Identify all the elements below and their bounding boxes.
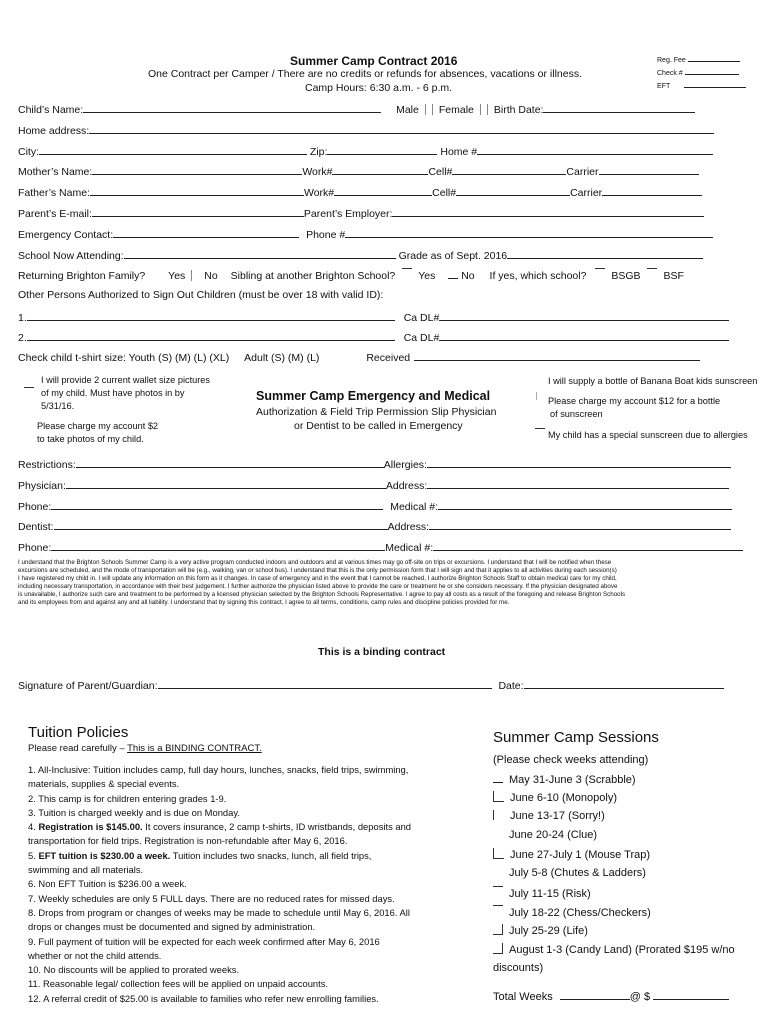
- dentist-label: Dentist:: [18, 521, 54, 533]
- week-checkbox[interactable]: [493, 924, 503, 935]
- city-row: [18, 144, 713, 158]
- physician-phone-label: Phone:: [18, 501, 52, 513]
- mother-cell-field[interactable]: [452, 164, 566, 175]
- week-checkbox[interactable]: [493, 772, 503, 783]
- session-week[interactable]: [493, 867, 646, 879]
- photos-line-3: 5/31/16.: [41, 401, 75, 411]
- signature-date-field[interactable]: [524, 678, 724, 689]
- week-checkbox[interactable]: [493, 905, 503, 916]
- policy-text: It covers insurance, 2 camp t-shirts, ID wristbands, deposits and: [142, 821, 411, 833]
- policy-line: whether or not the child attends.: [28, 949, 162, 961]
- returning-label: Returning Brighton Family?: [18, 270, 146, 282]
- birth-date-label: Birth Date:: [493, 104, 544, 116]
- school-attending-label: School Now Attending:: [18, 250, 124, 262]
- home-phone-label: Home #: [440, 146, 478, 158]
- week-checkbox[interactable]: [493, 867, 503, 877]
- medical-num-field[interactable]: [438, 499, 732, 510]
- week-label: June 27-July 1 (Mouse Trap): [510, 849, 651, 861]
- grade-label: Grade as of Sept. 2016: [398, 250, 508, 262]
- photos-line-2: of my child. Must have photos in by: [41, 388, 185, 398]
- father-work-label: Work#: [303, 187, 335, 199]
- legal-line: I understand that the Brighton Schools Summer Camp is a very active program conducted indoors and outdoors and at various times may go off-site on trips or excursions. I understand that I will be notified when these: [18, 559, 612, 566]
- policy-text: Tuition includes two snacks, lunch, all field trips,: [170, 849, 372, 861]
- week-label: August 1-3 (Candy Land) (Prorated $195 w/no: [509, 944, 735, 956]
- received-field[interactable]: [414, 350, 700, 361]
- camp-hours: Camp Hours: 6:30 a.m. - 6 p.m.: [305, 82, 453, 94]
- child-name-row: [18, 102, 695, 116]
- person-2-dl-label: Ca DL#: [403, 332, 440, 344]
- policy-number: 4.: [28, 821, 39, 833]
- school-row: [18, 248, 703, 262]
- person-1-field[interactable]: [27, 310, 395, 321]
- policy-line: 11. Reasonable legal/ collection fees will be applied on unpaid accounts.: [28, 978, 329, 990]
- birth-separator: [487, 104, 488, 115]
- emergency-contact-label: Emergency Contact:: [18, 229, 114, 241]
- sessions-discounts: discounts): [493, 962, 544, 974]
- female-checkbox[interactable]: [480, 104, 481, 115]
- bsgb-label: BSGB: [611, 270, 641, 282]
- session-week[interactable]: [493, 791, 617, 804]
- male-label: Male: [396, 104, 419, 116]
- tuition-note-prefix: Please read carefully –: [28, 743, 128, 754]
- parent-employer-label: Parent’s Employer:: [303, 208, 393, 220]
- week-checkbox[interactable]: [493, 791, 504, 802]
- sunscreen-special-checkbox[interactable]: [535, 428, 545, 437]
- father-cell-field[interactable]: [456, 185, 570, 196]
- sunscreen-charge-checkbox[interactable]: [536, 392, 545, 400]
- allergies-field[interactable]: [427, 457, 731, 468]
- policy-line: 10. No discounts will be applied to prorated weeks.: [28, 964, 240, 976]
- person-1-dl-label: Ca DL#: [403, 312, 440, 324]
- authorized-heading: Other Persons Authorized to Sign Out Children (must be over 18 with valid ID):: [18, 289, 384, 301]
- city-field[interactable]: [39, 144, 307, 155]
- sessions-note: (Please check weeks attending): [493, 754, 649, 766]
- total-weeks-row: [493, 989, 729, 1003]
- week-checkbox[interactable]: [493, 829, 503, 839]
- which-school-label: If yes, which school?: [489, 270, 587, 282]
- policy-line: 9. Full payment of tuition will be expected for each week confirmed after May 6, 2016: [28, 935, 380, 947]
- father-cell-label: Cell#: [432, 187, 457, 199]
- mother-name-label: Mother’s Name:: [18, 166, 93, 178]
- policy-line: 7. Weekly schedules are only 5 FULL days. There are no reduced rates for missed days.: [28, 892, 395, 904]
- contract-title: Summer Camp Contract 2016: [290, 54, 458, 68]
- tuition-note-binding: This is a BINDING CONTRACT.: [127, 743, 262, 754]
- week-label: July 11-15 (Risk): [509, 888, 591, 900]
- dentist-row: [18, 519, 731, 533]
- tuition-list: [28, 763, 468, 1006]
- dentist-medical-field[interactable]: [433, 540, 743, 551]
- bsf-checkbox[interactable]: [647, 268, 657, 279]
- signature-label: Signature of Parent/Guardian:: [18, 680, 158, 692]
- father-name-label: Father’s Name:: [18, 187, 90, 199]
- sunscreen-charge-line-1: Please charge my account $12 for a bottle: [548, 396, 721, 406]
- emergency-contact-field[interactable]: [113, 227, 299, 238]
- physician-address-label: Address:: [385, 480, 428, 492]
- policy-line: transportation for field trips. Registration is non-refundable after May 6, 2016.: [28, 835, 348, 847]
- contract-subtitle: One Contract per Camper / There are no credits or refunds for absences, vacations or illness.: [148, 68, 583, 80]
- session-week[interactable]: [493, 829, 597, 841]
- week-label: July 25-29 (Life): [509, 925, 588, 937]
- allergies-label: Allergies:: [383, 459, 427, 471]
- school-attending-field[interactable]: [124, 248, 396, 259]
- office-check: [657, 66, 739, 77]
- home-address-row: [18, 123, 714, 137]
- female-separator: [432, 104, 433, 115]
- session-week[interactable]: [493, 848, 650, 861]
- home-address-label: Home address:: [18, 125, 90, 137]
- total-weeks-field[interactable]: [560, 989, 630, 1000]
- bsf-label: BSF: [663, 270, 684, 282]
- restrictions-label: Restrictions:: [18, 459, 76, 471]
- session-week[interactable]: [493, 924, 588, 937]
- dentist-phone-field[interactable]: [51, 540, 385, 551]
- father-name-field[interactable]: [90, 185, 304, 196]
- registration-fee: Registration is $145.00.: [38, 821, 143, 833]
- dentist-phone-row: [18, 540, 743, 554]
- legal-line: is unavailable, I authorize such care and treatment to be performed by a licensed physician selected by the Brighton Schools Representative. I agree to pay all costs as a result of the foregoing and release Brighton Schools: [18, 591, 626, 598]
- session-week[interactable]: [493, 886, 591, 900]
- returning-row: [18, 268, 684, 282]
- home-phone-field[interactable]: [477, 144, 713, 155]
- home-address-field[interactable]: [89, 123, 714, 134]
- check-field[interactable]: [685, 66, 739, 75]
- physician-row: [18, 478, 729, 492]
- dentist-medical-label: Medical #:: [385, 542, 434, 554]
- emergency-line-1: Authorization & Field Trip Permission Slip Physician: [256, 406, 497, 418]
- reg-fee-label: Reg. Fee: [657, 57, 686, 64]
- week-label: May 31-June 3 (Scrabble): [509, 774, 636, 786]
- signature-date-label: Date:: [498, 680, 524, 692]
- policy-number: 5.: [28, 849, 39, 861]
- week-label: June 20-24 (Clue): [509, 829, 598, 841]
- person-2-label: 2.: [18, 332, 27, 344]
- authorized-person-1: [18, 310, 729, 324]
- reg-fee-field[interactable]: [688, 53, 740, 62]
- photos-charge-line-2: to take photos of my child.: [37, 434, 144, 444]
- father-row: [18, 185, 702, 199]
- week-label: July 5-8 (Chutes & Ladders): [509, 867, 646, 879]
- dentist-field[interactable]: [54, 519, 388, 530]
- sibling-label: Sibling at another Brighton School?: [230, 270, 396, 282]
- tshirt-youth-label[interactable]: Check child t-shirt size: Youth (S) (M) (L) (XL): [18, 352, 230, 364]
- sunscreen-special: My child has a special sunscreen due to allergies: [548, 430, 748, 440]
- week-label: July 18-22 (Chess/Checkers): [509, 907, 651, 919]
- session-week[interactable]: [493, 943, 735, 956]
- emergency-line-2: or Dentist to be called in Emergency: [294, 420, 463, 432]
- legal-line: including necessary transportation, in accordance with their best judgement. I further authorize the physician listed above to provide the care or treatment he or she considers necessary. If the physician designated above: [18, 583, 618, 590]
- photos-line-1: I will provide 2 current wallet size pictures: [41, 375, 211, 385]
- mother-carrier-field[interactable]: [599, 164, 699, 175]
- week-checkbox[interactable]: [493, 810, 504, 820]
- dentist-phone-label: Phone:: [18, 542, 52, 554]
- sunscreen-supply: I will supply a bottle of Banana Boat kids sunscreen: [548, 376, 758, 386]
- restrictions-row: [18, 457, 731, 471]
- received-label: Received: [366, 352, 411, 364]
- bsgb-checkbox[interactable]: [595, 268, 605, 279]
- male-checkbox[interactable]: [425, 104, 426, 115]
- medical-num-label: Medical #:: [390, 501, 439, 513]
- city-label: City:: [18, 146, 39, 158]
- sibling-no-label: No: [461, 270, 475, 282]
- policy-line: [28, 849, 468, 863]
- father-carrier-label: Carrier: [570, 187, 603, 199]
- eft-tuition: EFT tuition is $230.00 a week.: [38, 849, 171, 861]
- week-label: June 13-17 (Sorry!): [510, 810, 605, 822]
- emergency-phone-field[interactable]: [345, 227, 713, 238]
- session-week[interactable]: [493, 905, 651, 919]
- zip-field[interactable]: [327, 144, 437, 155]
- person-1-label: 1.: [18, 312, 27, 324]
- birth-date-field[interactable]: [543, 102, 695, 113]
- grade-field[interactable]: [507, 248, 703, 259]
- policy-line: 12. A referral credit of $25.00 is available to families who refer new enrolling families.: [28, 992, 379, 1004]
- check-label: Check #: [657, 70, 683, 77]
- tuition-heading: Tuition Policies: [28, 724, 129, 741]
- physician-field[interactable]: [66, 478, 386, 489]
- signature-field[interactable]: [158, 678, 492, 689]
- father-carrier-field[interactable]: [602, 185, 702, 196]
- mother-carrier-label: Carrier: [566, 166, 599, 178]
- physician-phone-row: [18, 499, 732, 513]
- sibling-yes-checkbox[interactable]: [402, 268, 412, 279]
- week-checkbox[interactable]: [493, 886, 503, 897]
- emergency-title: Summer Camp Emergency and Medical: [256, 389, 491, 403]
- parent-employer-field[interactable]: [392, 206, 704, 217]
- person-1-dl-field[interactable]: [439, 310, 729, 321]
- emergency-contact-row: [18, 227, 713, 241]
- authorized-person-2: [18, 330, 729, 344]
- policy-line: 6. Non EFT Tuition is $236.00 a week.: [28, 878, 187, 890]
- sibling-yes-label: Yes: [418, 270, 436, 282]
- week-label: June 6-10 (Monopoly): [510, 792, 618, 804]
- dentist-address-field[interactable]: [429, 519, 731, 530]
- father-work-field[interactable]: [334, 185, 432, 196]
- returning-no-label: No: [204, 270, 218, 282]
- rate-label: @ $: [629, 991, 651, 1003]
- restrictions-field[interactable]: [76, 457, 384, 468]
- legal-line: and its employees from and against any and all liability. I understand that by signing this contract, I agree to all terms, conditions, camp rules and discipline policies provided for me.: [18, 599, 510, 606]
- week-checkbox[interactable]: [493, 848, 504, 859]
- mother-cell-label: Cell#: [428, 166, 453, 178]
- legal-line: I have registered my child in. I will update any information on this form as it changes. In case of emergency and in the event that I cannot be reached, I authorize Brighton Schools Staff to obtain medical care for my child,: [18, 575, 617, 582]
- eft-label: EFT: [657, 83, 671, 90]
- person-2-dl-field[interactable]: [439, 330, 729, 341]
- eft-field[interactable]: [684, 79, 746, 88]
- mother-work-label: Work#: [302, 166, 333, 178]
- parent-email-label: Parent’s E-mail:: [18, 208, 92, 220]
- week-checkbox[interactable]: [493, 943, 503, 954]
- sibling-no-checkbox[interactable]: [448, 268, 458, 279]
- signature-row: [18, 678, 724, 692]
- sunscreen-charge-line-2: of sunscreen: [550, 409, 603, 419]
- policy-line: swimming and all materials.: [28, 864, 144, 876]
- child-name-field[interactable]: [83, 102, 381, 113]
- binding-contract-notice: This is a binding contract: [318, 646, 446, 658]
- physician-phone-field[interactable]: [51, 499, 383, 510]
- total-weeks-label: Total Weeks: [493, 991, 553, 1003]
- mother-row: [18, 164, 699, 178]
- policy-line: 1. All-Inclusive: Tuition includes camp, full day hours, lunches, snacks, field trips, swimming,: [28, 764, 409, 775]
- tuition-note: [28, 743, 262, 754]
- rate-field[interactable]: [653, 989, 729, 1000]
- parent-email-field[interactable]: [92, 206, 304, 217]
- policy-line: 8. Drops from program or changes of weeks may be made to schedule until May 6, 2016. All: [28, 906, 410, 918]
- tshirt-adult-label[interactable]: Adult (S) (M) (L): [244, 352, 320, 364]
- returning-yes-checkbox[interactable]: [191, 270, 192, 281]
- child-name-label: Child’s Name:: [18, 104, 84, 116]
- returning-yes-label: Yes: [168, 270, 186, 282]
- email-row: [18, 206, 704, 220]
- mother-name-field[interactable]: [92, 164, 302, 175]
- female-label: Female: [438, 104, 474, 116]
- legal-text: [18, 559, 756, 607]
- physician-address-field[interactable]: [427, 478, 729, 489]
- session-week[interactable]: [493, 810, 605, 822]
- mother-work-field[interactable]: [332, 164, 428, 175]
- photos-charge-line-1: Please charge my account $2: [37, 421, 159, 431]
- emergency-phone-label: Phone #: [306, 229, 346, 241]
- tshirt-row: [18, 350, 700, 364]
- policy-line: materials, supplies & special events.: [28, 778, 180, 790]
- dentist-address-label: Address:: [387, 521, 430, 533]
- sessions-heading: Summer Camp Sessions: [493, 729, 659, 746]
- policy-line: [28, 820, 468, 834]
- zip-label: Zip:: [309, 146, 328, 158]
- legal-line: excursions are scheduled, and the mode of transportation will be (e.g., walking, van or school bus). I understand that this is the only permission form that I will sign and that it applies to all activities during each session(s): [18, 567, 617, 574]
- policy-line: 3. Tuition is charged weekly and is due on Monday.: [28, 806, 240, 818]
- policy-line: drops or changes must be documented and signed by administration.: [28, 921, 316, 933]
- office-eft: [657, 79, 746, 90]
- physician-label: Physician:: [18, 480, 66, 492]
- photos-checkbox[interactable]: [24, 377, 34, 388]
- person-2-field[interactable]: [27, 330, 395, 341]
- policy-line: 2. This camp is for children entering grades 1-9.: [28, 792, 227, 804]
- office-reg-fee: [657, 53, 740, 64]
- session-week[interactable]: [493, 772, 636, 786]
